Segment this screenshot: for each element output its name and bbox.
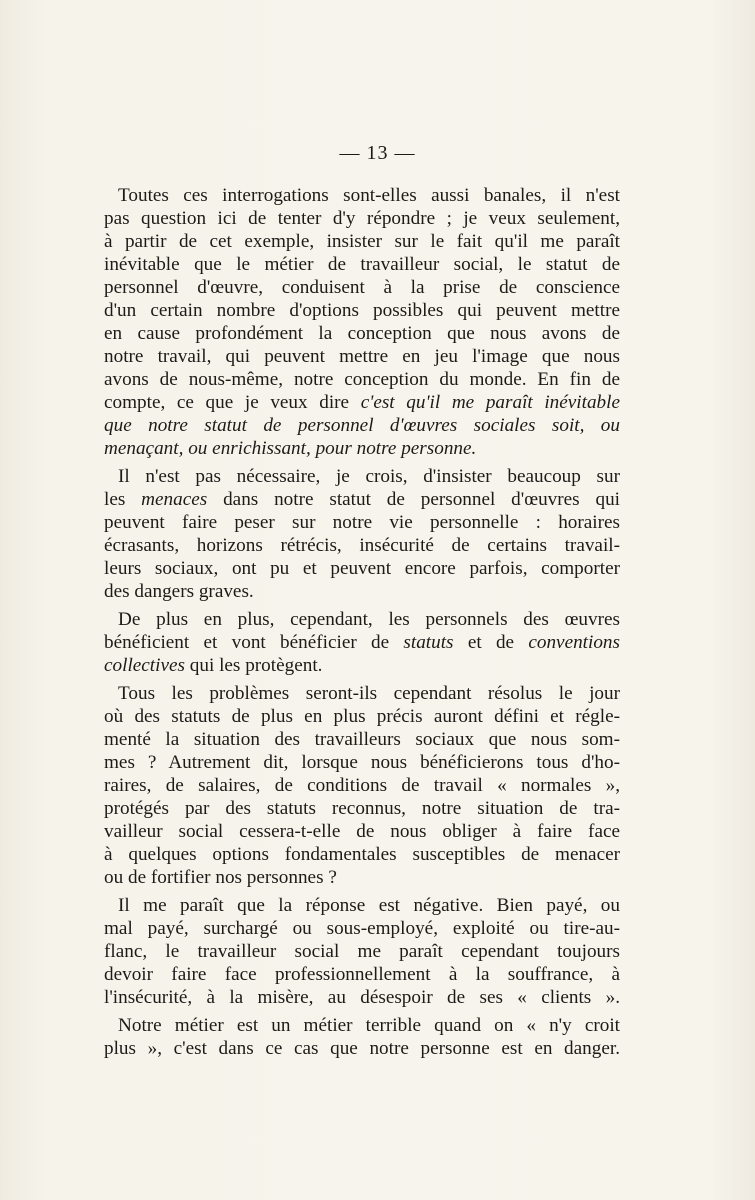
text-line: raires, de salaires, de conditions de travail « normales », [104, 775, 620, 796]
text-line: Tous les problèmes seront-ils cependant résolus le jour [118, 683, 620, 704]
paragraph-4 [104, 682, 620, 889]
emphasis-text: statuts [403, 632, 454, 653]
text-line [104, 654, 620, 677]
text-line: des dangers graves. [104, 581, 254, 602]
text-line: protégés par des statuts reconnus, notre situation de tra- [104, 798, 620, 819]
text-line: vailleur social cessera-t-elle de nous obliger à faire face [104, 821, 620, 842]
emphasis-line: que notre statut de personnel d'œuvres sociales soit, ou [104, 415, 620, 436]
paragraph-3 [104, 608, 620, 677]
text-line: Notre métier est un métier terrible quand on « n'y croit [118, 1015, 620, 1036]
text-line: à quelques options fondamentales susceptibles de menacer [104, 844, 620, 865]
text-segment: les [104, 489, 142, 510]
body-text [104, 184, 620, 1065]
text-segment: qui les protègent. [184, 655, 323, 676]
text-line: avons de nous-même, notre conception du monde. En fin de [104, 369, 620, 390]
text-line: écrasants, horizons rétrécis, insécurité de certains travail- [104, 535, 620, 556]
text-line [104, 631, 620, 654]
page-number: — 13 — [339, 142, 416, 164]
text-line: leurs sociaux, ont pu et peuvent encore parfois, comporter [104, 558, 620, 579]
text-line: Toutes ces interrogations sont-elles aussi banales, il n'est [118, 185, 620, 206]
text-line: flanc, le travailleur social me paraît cependant toujours [104, 941, 620, 962]
paragraph-2 [104, 465, 620, 603]
text-line: menté la situation des travailleurs sociaux que nous som- [104, 729, 620, 750]
text-segment: dans notre statut de personnel d'œuvres qui [207, 489, 620, 510]
text-line: peuvent faire peser sur notre vie personnelle : horaires [104, 512, 620, 533]
text-line: où des statuts de plus en plus précis auront défini et régle- [104, 706, 620, 727]
text-line: plus », c'est dans ce cas que notre personne est en danger. [104, 1038, 620, 1059]
text-line: ou de fortifier nos personnes ? [104, 867, 337, 888]
emphasis-text: menaces [141, 489, 208, 510]
text-line: Il me paraît que la réponse est négative. Bien payé, ou [118, 895, 620, 916]
emphasis-text: conventions [528, 632, 620, 653]
text-line: personnel d'œuvre, conduisent à la prise de conscience [104, 277, 620, 298]
text-line: d'un certain nombre d'options possibles qui peuvent mettre [104, 300, 620, 321]
emphasis-text: c'est qu'il me paraît inévitable [360, 392, 620, 413]
emphasis-line: menaçant, ou enrichissant, pour notre personne. [104, 438, 477, 459]
text-line: devoir faire face professionnellement à la souffrance, à [104, 964, 620, 985]
text-line [104, 391, 620, 414]
emphasis-text: collectives [104, 655, 185, 676]
text-segment: et de [453, 632, 529, 653]
text-line: pas question ici de tenter d'y répondre ; je veux seulement, [104, 208, 620, 229]
text-line: en cause profondément la conception que nous avons de [104, 323, 620, 344]
paragraph-6 [104, 1014, 620, 1060]
text-line [104, 488, 620, 511]
text-line: De plus en plus, cependant, les personnels des œuvres [118, 609, 620, 630]
text-segment: compte, ce que je veux dire [104, 392, 361, 413]
text-line: mal payé, surchargé ou sous-employé, exploité ou tire-au- [104, 918, 620, 939]
paragraph-1 [104, 184, 620, 460]
paragraph-5 [104, 894, 620, 1009]
text-segment: bénéficient et vont bénéficier de [104, 632, 404, 653]
text-line: à partir de cet exemple, insister sur le fait qu'il me paraît [104, 231, 620, 252]
text-line: inévitable que le métier de travailleur social, le statut de [104, 254, 620, 275]
text-line: Il n'est pas nécessaire, je crois, d'insister beaucoup sur [118, 466, 620, 487]
text-line: mes ? Autrement dit, lorsque nous bénéficierons tous d'ho- [104, 752, 620, 773]
text-line: l'insécurité, à la misère, au désespoir de ses « clients ». [104, 987, 620, 1008]
text-line: notre travail, qui peuvent mettre en jeu l'image que nous [104, 346, 620, 367]
